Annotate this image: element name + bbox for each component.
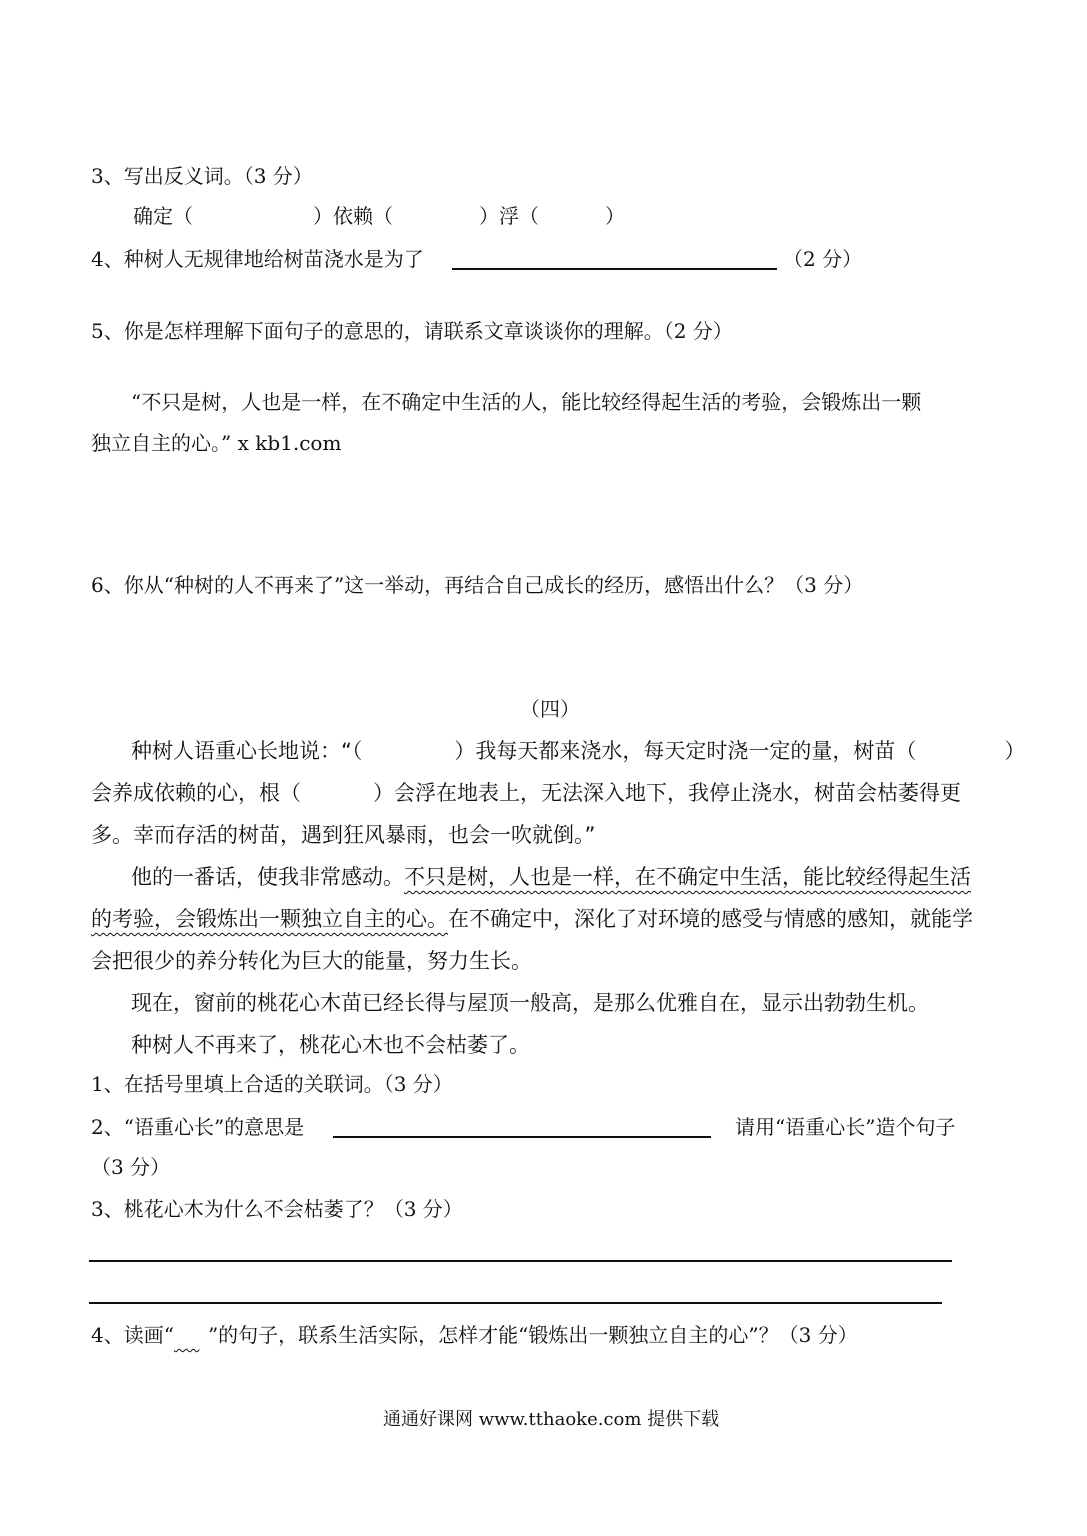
question-2-score: （3 分） xyxy=(91,1155,171,1179)
question-4-prompt: 4、种树人无规律地给树苗浇水是为了 xyxy=(91,247,424,271)
passage-text: 他的一番话，使我非常感动。 xyxy=(131,865,404,889)
question-3-antonyms: 3、写出反义词。（3 分） xyxy=(91,164,313,188)
wavy-underline-sample xyxy=(174,1325,208,1345)
passage-line-2 xyxy=(91,783,961,804)
passage-line-7: 现在，窗前的桃花心木苗已经长得与屋顶一般高，是那么优雅自在，显示出勃勃生机。 xyxy=(131,991,929,1015)
antonym-1-label: 确定（ xyxy=(133,204,193,228)
question-5-prompt: 5、你是怎样理解下面句子的意思的，请联系文章谈谈你的理解。（2 分） xyxy=(91,319,733,343)
answer-line-2[interactable] xyxy=(89,1302,942,1304)
passage-text: ）我每天都来浇水，每天定时浇一定的量，树苗（ xyxy=(454,739,917,763)
wavy-underlined-sentence: 不只是树，人也是一样，在不确定中生活，能比较经得起生活 xyxy=(404,865,971,889)
section-heading: （四） xyxy=(520,697,580,721)
question-4-prompt-part4 xyxy=(91,1325,858,1345)
passage-text: ）会浮在地表上，无法深入地下，我停止浇水，树苗会枯萎得更 xyxy=(373,781,961,805)
passage-line-4 xyxy=(131,867,971,888)
quote-line-1: “不只是树，人也是一样，在不确定中生活的人，能比较经得起生活的考验，会锻炼出一颗 xyxy=(131,390,922,414)
footer-credit: 通通好课网 www.tthaoke.com 提供下载 xyxy=(383,1409,720,1430)
question-1-conjunctions: 1、在括号里填上合适的关联词。（3 分） xyxy=(91,1072,453,1096)
passage-text: 在不确定中，深化了对环境的感受与情感的感知，就能学 xyxy=(448,907,973,931)
passage-line-6: 会把很少的养分转化为巨大的能量，努力生长。 xyxy=(91,949,532,973)
antonym-3-label: ）浮（ xyxy=(479,204,539,228)
passage-text: 会养成依赖的心，根（ xyxy=(91,781,301,805)
answer-line-q4[interactable] xyxy=(452,268,777,270)
question-2-sentence-prompt: 请用“语重心长”造个句子 xyxy=(735,1115,956,1139)
question-3-prompt: 3、桃花心木为什么不会枯萎了？（3 分） xyxy=(91,1197,463,1221)
answer-line-1[interactable] xyxy=(89,1260,952,1262)
antonym-row xyxy=(133,206,625,226)
passage-line-8: 种树人不再来了，桃花心木也不会枯萎了。 xyxy=(131,1033,530,1057)
antonym-close: ） xyxy=(605,204,625,228)
passage-line-5 xyxy=(91,909,973,930)
passage-text: 4、读画“ xyxy=(91,1323,174,1347)
passage-text: ） xyxy=(1004,739,1026,763)
question-4-score: （2 分） xyxy=(783,247,863,271)
answer-line-meaning[interactable] xyxy=(333,1136,711,1138)
passage-text: ”的句子，联系生活实际，怎样才能“锻炼出一颗独立自主的心”？（3 分） xyxy=(207,1323,858,1347)
passage-line-1 xyxy=(131,741,1025,762)
antonym-2-label: ）依赖（ xyxy=(313,204,393,228)
question-2-prompt: 2、“语重心长”的意思是 xyxy=(91,1115,305,1139)
passage-text: 种树人语重心长地说：“（ xyxy=(131,739,363,763)
quote-line-2: 独立自主的心。” x kb1.com xyxy=(91,431,342,455)
wavy-underlined-sentence: 的考验，会锻炼出一颗独立自主的心。 xyxy=(91,907,448,931)
passage-line-3: 多。幸而存活的树苗，遇到狂风暴雨，也会一吹就倒。” xyxy=(91,823,596,847)
question-6-prompt: 6、你从“种树的人不再来了”这一举动，再结合自己成长的经历，感悟出什么？（3 分） xyxy=(91,573,864,597)
